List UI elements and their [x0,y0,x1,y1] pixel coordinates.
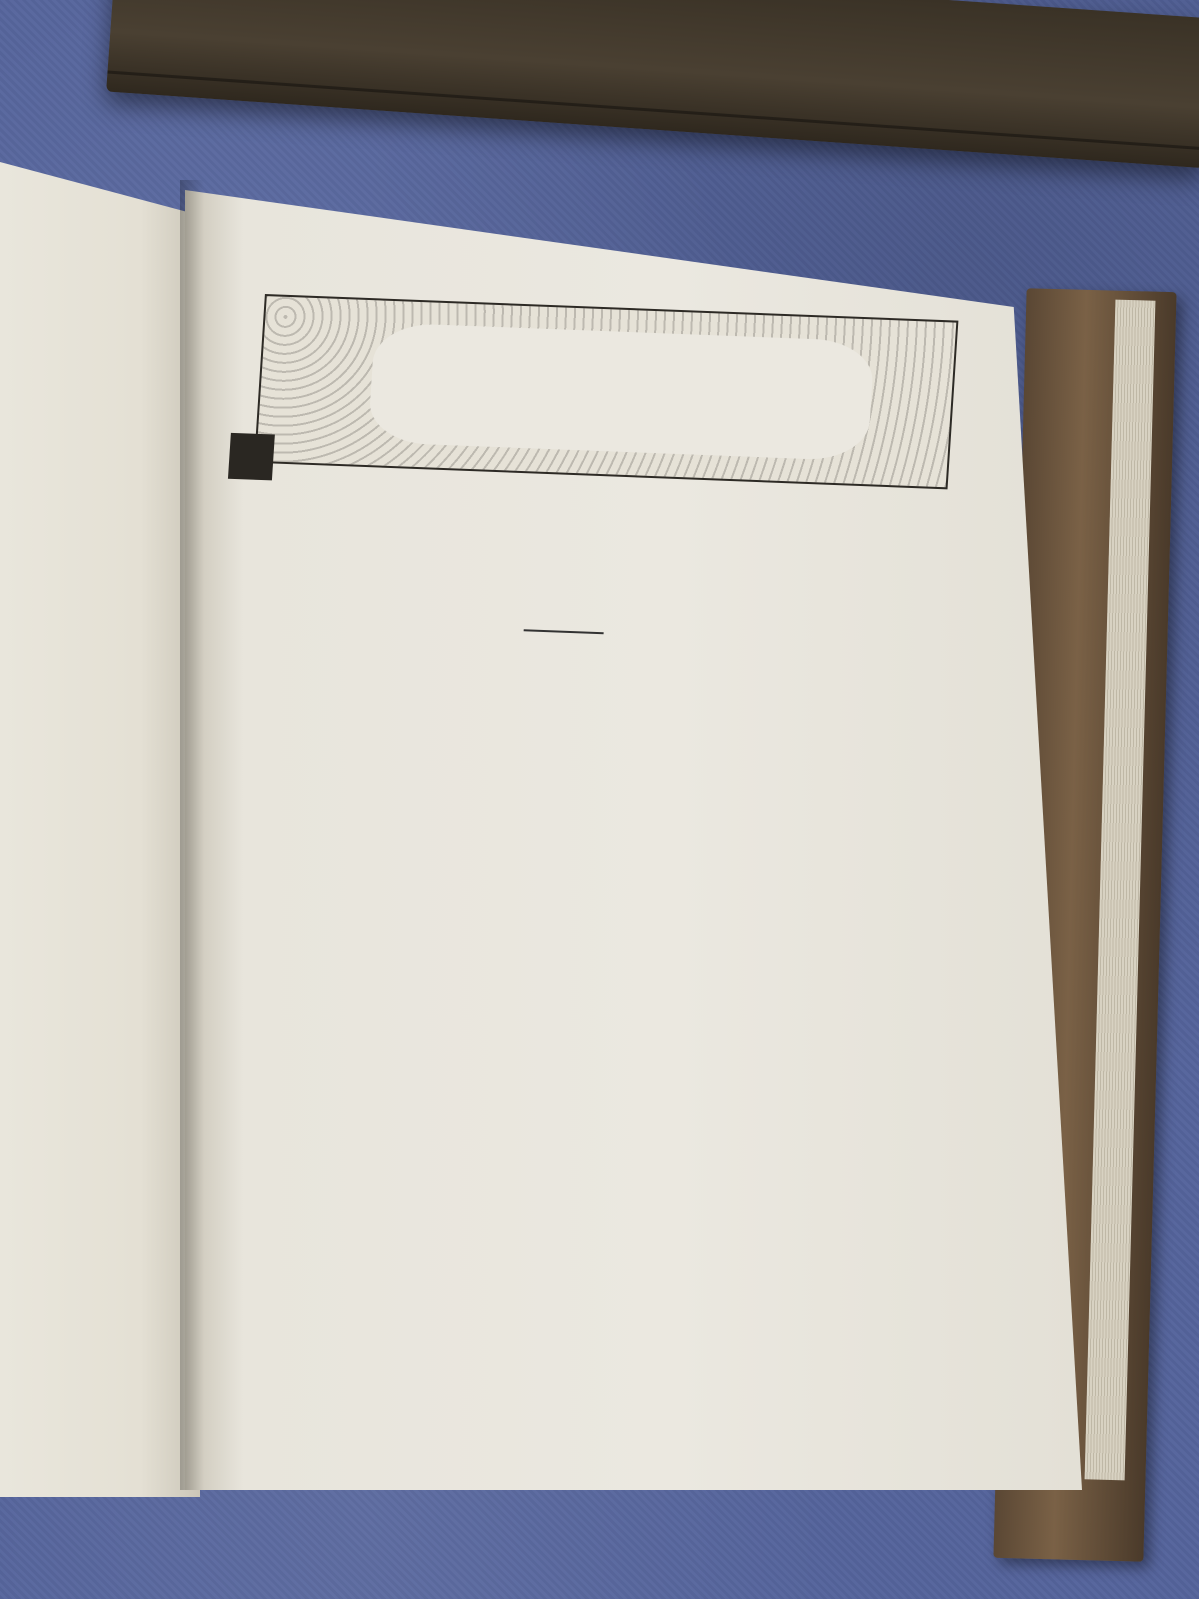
drop-cap [228,433,275,481]
ornament-divider [524,629,604,634]
ornamental-banner [254,294,958,489]
page-content [87,290,979,1450]
banner-panel [368,322,875,461]
